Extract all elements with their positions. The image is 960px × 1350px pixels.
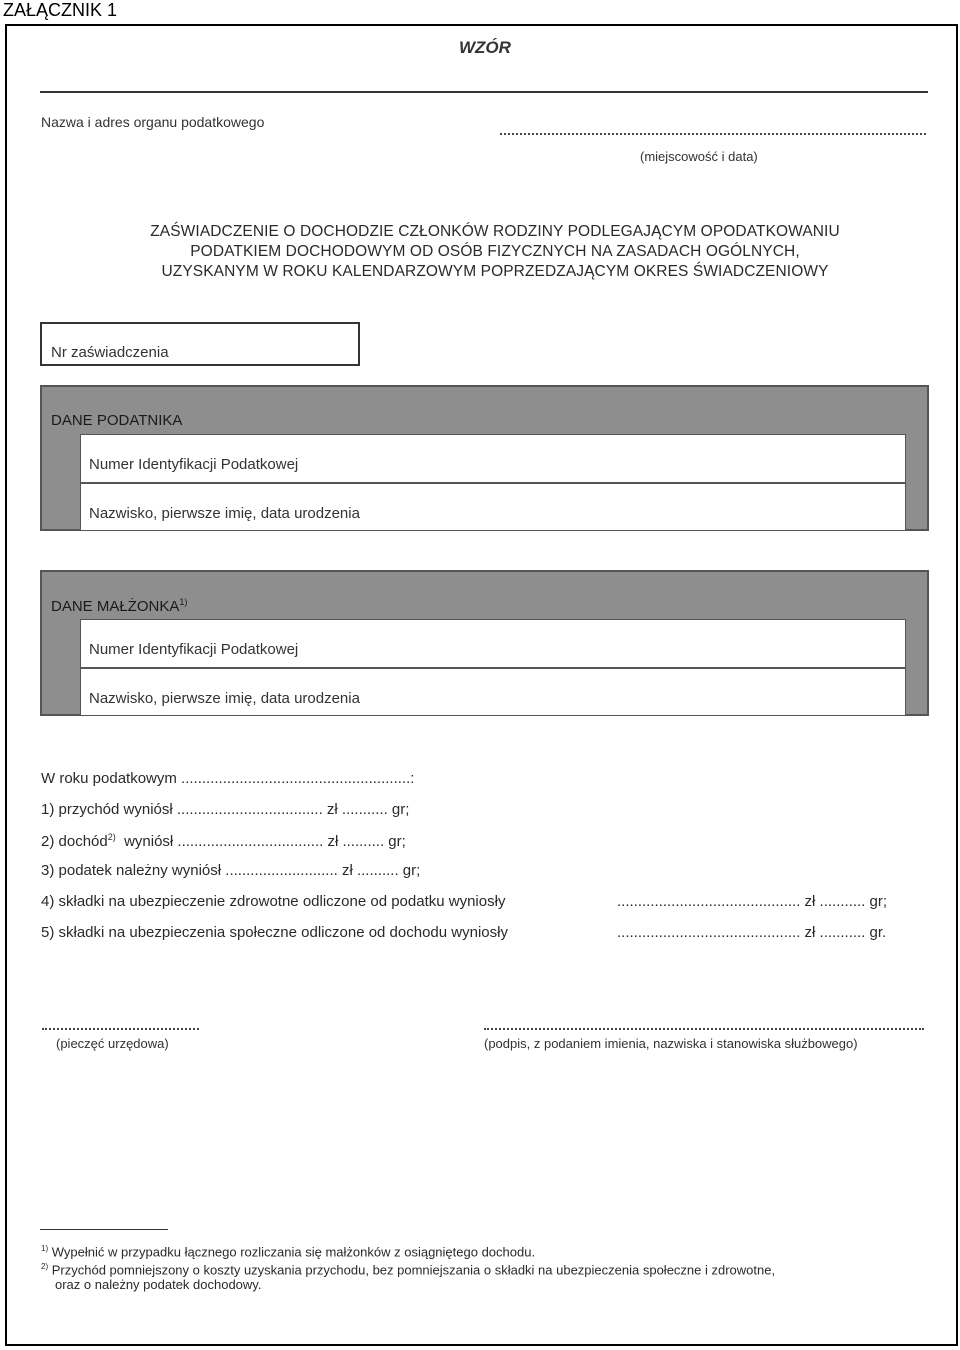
- tax-due-line: 3) podatek należny wyniósł ........................... zł .......... gr;: [41, 862, 421, 879]
- spouse-panel-title-text: DANE MAŁŻONKA: [51, 598, 180, 615]
- income-line-label: 2) dochód: [41, 833, 108, 850]
- spouse-nip-label: Numer Identyfikacji Podatkowej: [89, 641, 299, 658]
- health-insurance-line: 4) składki na ubezpieczenie zdrowotne odliczone od podatku wyniosły: [41, 893, 506, 910]
- page-label: ZAŁĄCZNIK 1: [3, 0, 118, 20]
- spouse-name-label: Nazwisko, pierwsze imię, data urodzenia: [89, 690, 360, 707]
- income-line: [41, 832, 406, 850]
- title-line-3: UZYSKANYM W ROKU KALENDARZOWYM POPRZEDZAJĄCYM OKRES ŚWIADCZENIOWY: [161, 263, 829, 280]
- footnote-2-mark: 2): [41, 1262, 49, 1271]
- certificate-number-box: [40, 322, 360, 366]
- footnote-1-mark: 1): [41, 1244, 49, 1253]
- revenue-line: 1) przychód wyniósł ................................... zł ........... gr;: [41, 801, 410, 818]
- taxpayer-name-field: [80, 483, 906, 531]
- taxpayer-panel-title: DANE PODATNIKA: [51, 412, 183, 429]
- income-line-value: wyniósł ................................... zł .......... gr;: [115, 833, 406, 850]
- place-date-dotted-line: [500, 133, 926, 135]
- footnote-2-continued: oraz o należny podatek dochodowy.: [55, 1277, 262, 1292]
- document-title: [60, 222, 930, 282]
- form-pattern-label: WZÓR: [459, 38, 511, 57]
- spouse-nip-field: [80, 619, 906, 668]
- taxpayer-panel: [40, 385, 929, 531]
- signature-dotted-line: [484, 1028, 924, 1030]
- place-date-caption: (miejscowość i data): [640, 149, 758, 164]
- footnote-divider: [40, 1229, 168, 1230]
- spouse-name-field: [80, 668, 906, 716]
- footnote-1-text: Wypełnić w przypadku łącznego rozliczania się małżonków z osiągniętego dochodu.: [51, 1244, 536, 1260]
- health-insurance-value: ............................................ zł ........... gr;: [617, 893, 888, 910]
- tax-year-line: W roku podatkowym .......................................................:: [41, 770, 415, 787]
- footnote-2-text-a: Przychód pomniejszony o koszty uzyskania przychodu, bez pomniejszania o składki na ubezpieczenia społeczne i zdrowotne,: [51, 1262, 776, 1278]
- spouse-footnote-mark: 1): [179, 597, 188, 607]
- signature-caption: (podpis, z podaniem imienia, nazwiska i stanowiska służbowego): [484, 1036, 858, 1051]
- stamp-caption: (pieczęć urzędowa): [56, 1036, 169, 1051]
- spouse-panel-title: [51, 597, 187, 615]
- taxpayer-name-label: Nazwisko, pierwsze imię, data urodzenia: [89, 505, 360, 522]
- income-footnote-mark: 2): [107, 832, 116, 842]
- social-insurance-value: ............................................ zł ........... gr.: [617, 924, 887, 941]
- header-divider: [40, 91, 928, 93]
- stamp-dotted-line: [42, 1028, 199, 1030]
- taxpayer-nip-field: [80, 434, 906, 483]
- taxpayer-nip-label: Numer Identyfikacji Podatkowej: [89, 456, 299, 473]
- title-line-1: ZAŚWIADCZENIE O DOCHODZIE CZŁONKÓW RODZINY PODLEGAJĄCYM OPODATKOWANIU: [150, 223, 840, 240]
- tax-office-label: Nazwa i adres organu podatkowego: [41, 114, 265, 130]
- social-insurance-line: 5) składki na ubezpieczenia społeczne odliczone od dochodu wyniosły: [41, 924, 508, 941]
- spouse-panel: [40, 570, 929, 716]
- title-line-2: PODATKIEM DOCHODOWYM OD OSÓB FIZYCZNYCH NA ZASADACH OGÓLNYCH,: [190, 243, 800, 260]
- certificate-number-label: Nr zaświadczenia: [51, 344, 169, 361]
